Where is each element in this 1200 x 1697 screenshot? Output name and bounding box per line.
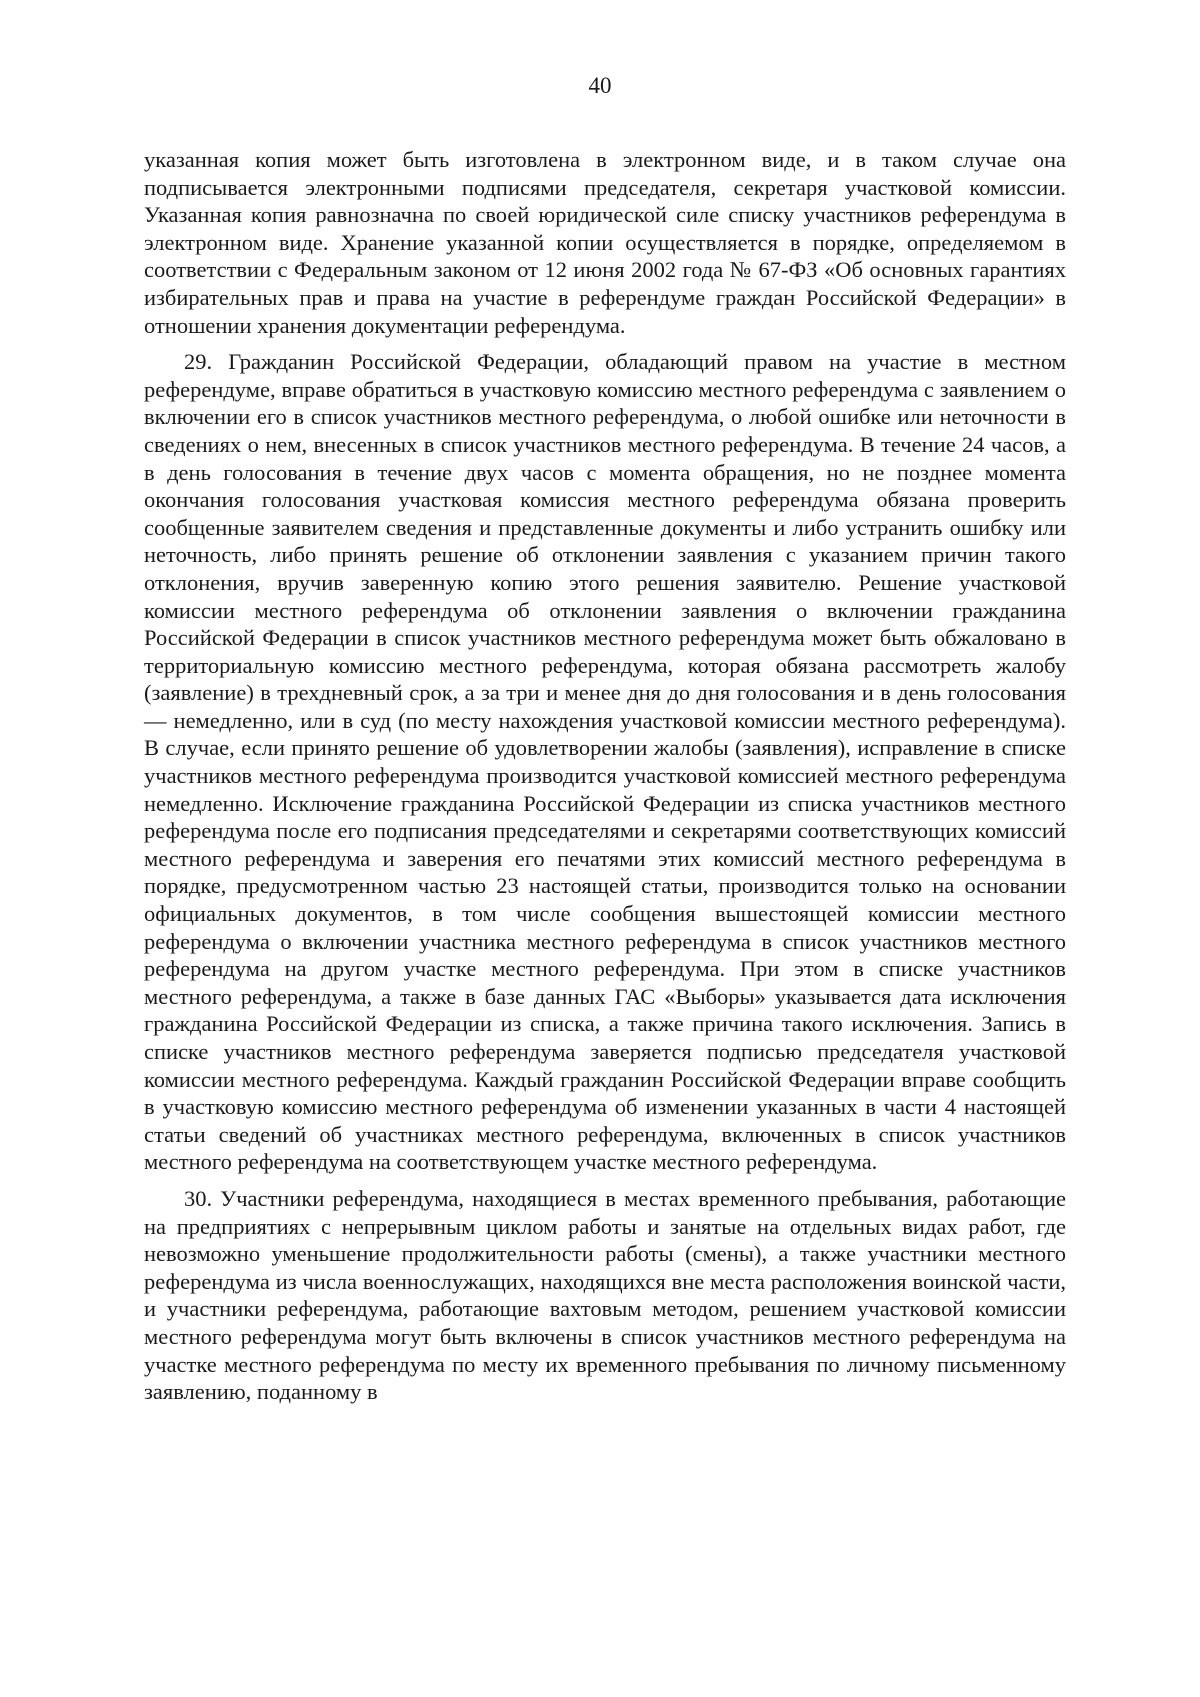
paragraph-29: 29. Гражданин Российской Федерации, обладающий правом на участие в местном референдуме, вправе обратиться в участковую комиссию местного референдума с заявлением о включении его в список участников местного референдума, о любой ошибке или неточности в сведениях о нем, внесенных в список участников местного референдума. В течение 24 часов, а в день голосования в течение двух часов с момента обращения, но не позднее момента окончания голосования участковая комиссия местного референдума обязана проверить сообщенные заявителем сведения и представленные документы и либо устранить ошибку или неточность, либо принять решение об отклонении заявления с указанием причин такого отклонения, вручив заверенную копию этого решения заявителю. Решение участковой комиссии местного референдума об отклонении заявления о включении гражданина Российской Федерации в список участников местного референдума может быть обжаловано в территориальную комиссию местного референдума, которая обязана рассмотреть жалобу (заявление) в трехдневный срок, а за три и менее дня до дня голосования и в день голосования — немедленно, или в суд (по месту нахождения участковой комиссии местного референдума). В случае, если принято решение об удовлетворении жалобы (заявления), исправление в списке участников местного референдума производится участковой комиссией местного референдума немедленно. Исключение гражданина Российской Федерации из списка участников местного референдума после его подписания председателями и секретарями соответствующих комиссий местного референдума и заверения его печатями этих комиссий местного референдума в порядке, предусмотренном частью 23 настоящей статьи, производится только на основании официальных документов, в том числе сообщения вышестоящей комиссии местного референдума о включении участника местного референдума в список участников местного референдума на другом участке местного референдума. При этом в списке участников местного референдума, а также в базе данных ГАС «Выборы» указывается дата исключения гражданина Российской Федерации из списка, а также причина такого исключения. Запись в списке участников местного референдума заверяется подписью председателя участковой комиссии местного референдума. Каждый гражданин Российской Федерации вправе сообщить в участковую комиссию местного референдума об изменении указанных в части 4 настоящей статьи сведений об участниках местного референдума, включенных в список участников местного референдума на соответствующем участке местного референдума. <box>144 349 1066 1175</box>
paragraph-continuation: указанная копия может быть изготовлена в электронном виде, и в таком случае она подписывается электронными подписями председателя, секретаря участковой комиссии. Указанная копия равнозначна по своей юридической силе списку участников референдума в электронном виде. Хранение указанной копии осуществляется в порядке, определяемом в соответствии с Федеральным законом от 12 июня 2002 года № 67-ФЗ «Об основных гарантиях избирательных прав и права на участие в референдуме граждан Российской Федерации» в отношении хранения документации референдума. <box>144 147 1066 338</box>
paragraph-30: 30. Участники референдума, находящиеся в местах временного пребывания, работающие на предприятиях с непрерывным циклом работы и занятые на отдельных видах работ, где невозможно уменьшение продолжительности работы (смены), а также участники местного референдума из числа военнослужащих, находящихся вне места расположения воинской части, и участники референдума, работающие вахтовым методом, решением участковой комиссии местного референдума могут быть включены в список участников местного референдума на участке местного референдума по месту их временного пребывания по личному письменному заявлению, поданному в <box>144 1185 1066 1405</box>
document-body <box>144 146 1066 1406</box>
page-number: 40 <box>588 73 612 98</box>
